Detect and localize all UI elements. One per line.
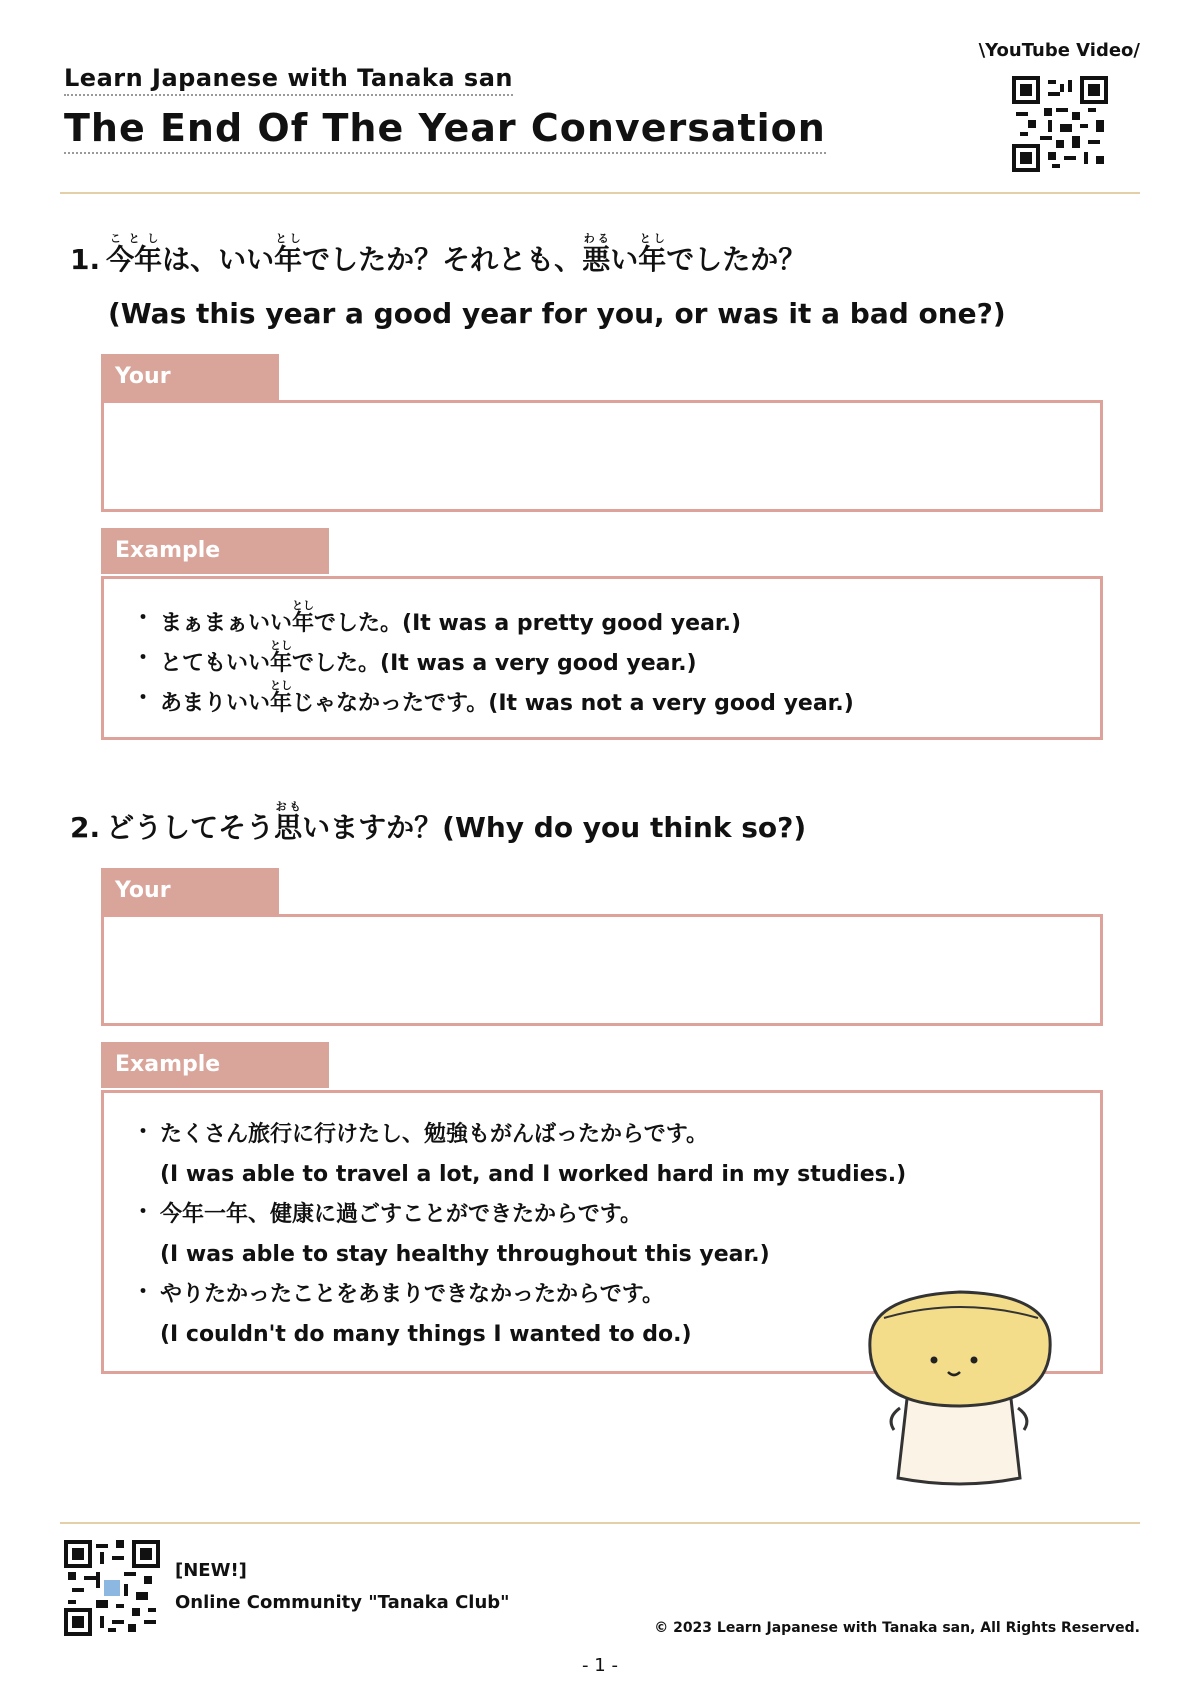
- question-2: [70, 800, 806, 846]
- q1-word-4: 年とし: [638, 232, 667, 276]
- list-item: ・ やりたかったことをあまりできなかったからです。 (I couldn't do many things I wanted to do.): [132, 1280, 692, 1347]
- q1-example-list: [132, 599, 1100, 719]
- list-item: ・ 今年一年、健康に過ごすことができたからです。 (I was able to stay healthy throughout this year.): [132, 1200, 770, 1267]
- mascot-right-eye: [971, 1357, 978, 1364]
- mascot-right-arm: [1018, 1408, 1027, 1430]
- list-item: ・ まぁまぁいい年としでした。(It was a pretty good year.): [132, 599, 742, 636]
- mascot-left-eye: [931, 1357, 938, 1364]
- community-qr-code[interactable]: [64, 1540, 160, 1636]
- q1-answer-box[interactable]: [101, 400, 1103, 512]
- q2-answer-box[interactable]: [101, 914, 1103, 1026]
- q1-example-label: Example: [101, 528, 329, 574]
- q2-word-1: 思おも: [274, 800, 303, 844]
- question-1: [70, 232, 806, 278]
- question-1-english: (Was this year a good year for you, or was it a bad one?): [108, 297, 1006, 330]
- q1-word-3: 悪わる: [582, 232, 611, 276]
- question-2-text: どうしてそう思おもいますか？(Why do you think so?): [106, 800, 807, 844]
- question-2-number: 2.: [70, 811, 101, 844]
- list-item: ・ とてもいい年としでした。(It was a very good year.): [132, 639, 697, 676]
- q1-your-answer-label: Your: [101, 354, 279, 400]
- youtube-qr-code[interactable]: [1012, 76, 1108, 172]
- list-item: ・ たくさん旅行に行けたし、勉強もがんばったからです。 (I was able to travel a lot, and I worked hard in my studies.): [132, 1120, 907, 1187]
- q2-example-label: Example: [101, 1042, 329, 1088]
- page-number: - 1 -: [582, 1655, 618, 1676]
- question-1-text: 今年ことしは、いい年としでしたか？それとも、悪わるい年としでしたか？: [106, 232, 807, 276]
- copyright-text: © 2023 Learn Japanese with Tanaka san, All Rights Reserved.: [654, 1620, 1140, 1636]
- mascot-left-arm: [891, 1408, 900, 1430]
- list-item: ・ あまりいい年としじゃなかったです。(It was not a very good year.): [132, 679, 854, 716]
- page-title: The End Of The Year Conversation: [64, 106, 826, 154]
- q1-word-1: 今年ことし: [106, 232, 163, 276]
- q1-example-box: [101, 576, 1103, 740]
- mascot-head: [870, 1292, 1050, 1406]
- community-name[interactable]: Online Community "Tanaka Club": [175, 1592, 510, 1613]
- q2-your-answer-label: Your: [101, 868, 279, 914]
- header-divider: [60, 192, 1140, 194]
- q1-word-2: 年とし: [274, 232, 303, 276]
- mascot-illustration: [850, 1280, 1070, 1500]
- community-new-label: [NEW!]: [175, 1560, 247, 1581]
- community-qr-logo: [104, 1580, 120, 1596]
- site-subtitle: Learn Japanese with Tanaka san: [64, 64, 513, 96]
- question-1-number: 1.: [70, 243, 101, 276]
- footer-divider: [60, 1522, 1140, 1524]
- youtube-label: \YouTube Video/: [978, 40, 1140, 61]
